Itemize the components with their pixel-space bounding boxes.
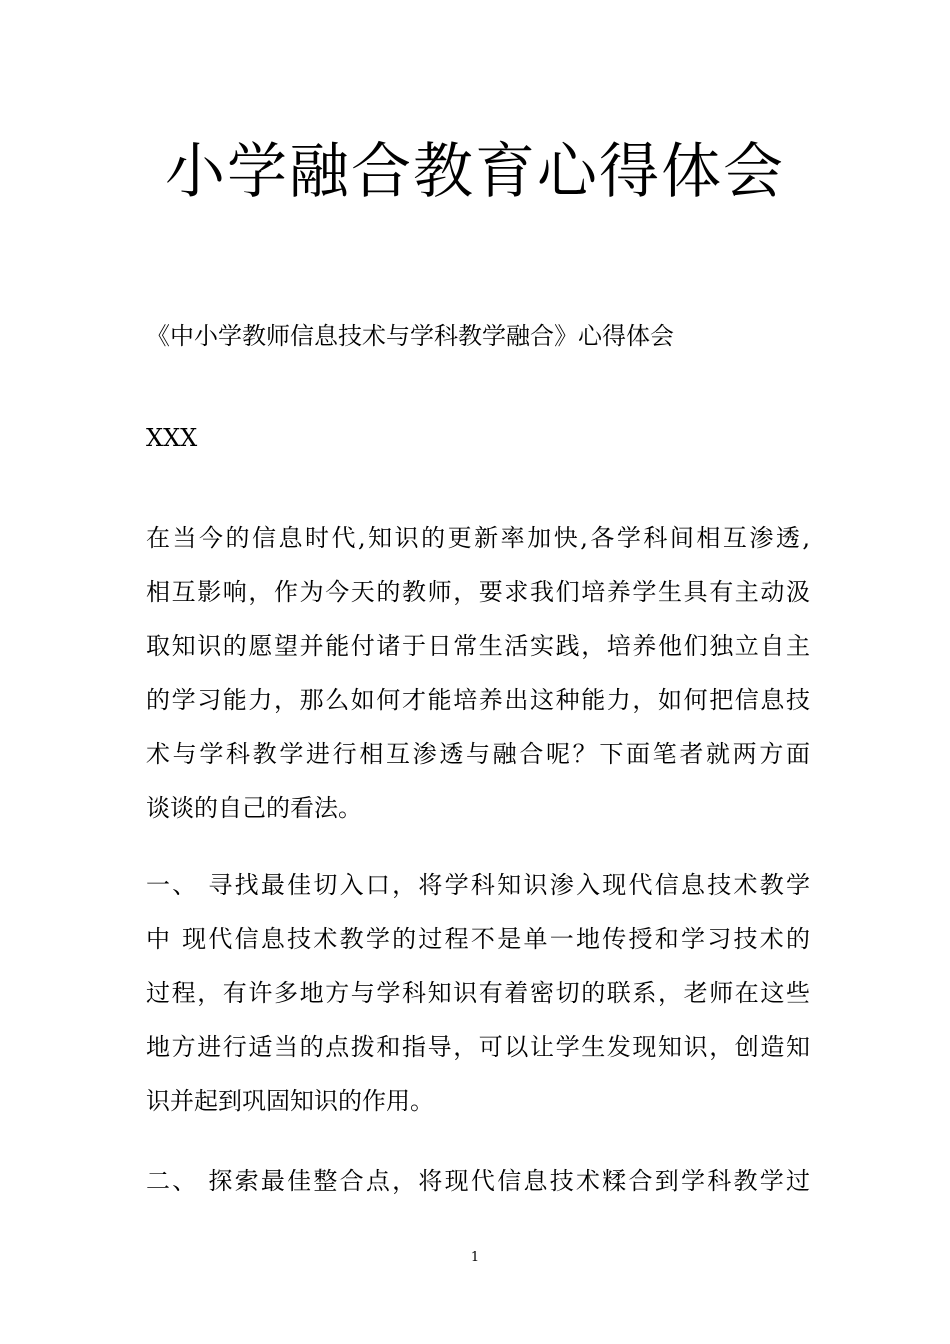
author-name: XXX <box>146 424 198 452</box>
body-paragraph-3 <box>146 1163 810 1217</box>
body-paragraph-2 <box>146 867 810 1137</box>
document-title: 小学融合教育心得体会 <box>165 137 785 207</box>
paragraph-line: 中 现代信息技术教学的过程不是单一地传授和学习技术的 <box>146 925 810 953</box>
paragraph-line: 过程，有许多地方与学科知识有着密切的联系，老师在这些 <box>146 979 810 1007</box>
document-subtitle: 《中小学教师信息技术与学科教学融合》心得体会 <box>146 322 674 350</box>
paragraph-line: 取知识的愿望并能付诸于日常生活实践，培养他们独立自主 <box>146 632 810 660</box>
paragraph-line: 二、 探索最佳整合点，将现代信息技术糅合到学科教学过 <box>146 1167 810 1195</box>
paragraph-line: 地方进行适当的点拨和指导，可以让学生发现知识，创造知 <box>146 1033 810 1061</box>
paragraph-line: 的学习能力，那么如何才能培养出这种能力，如何把信息技 <box>146 686 810 714</box>
paragraph-line: 相互影响，作为今天的教师，要求我们培养学生具有主动汲 <box>146 578 810 606</box>
paragraph-line: 一、 寻找最佳切入口，将学科知识渗入现代信息技术教学 <box>146 871 810 899</box>
paragraph-line: 在当今的信息时代,知识的更新率加快,各学科间相互渗透, <box>146 524 810 552</box>
page-number: 1 <box>470 1250 480 1265</box>
body-paragraph-1 <box>146 520 810 844</box>
paragraph-line: 谈谈的自己的看法。 <box>146 794 362 822</box>
paragraph-line: 识并起到巩固知识的作用。 <box>146 1087 434 1115</box>
paragraph-line: 术与学科教学进行相互渗透与融合呢？下面笔者就两方面 <box>146 740 810 768</box>
